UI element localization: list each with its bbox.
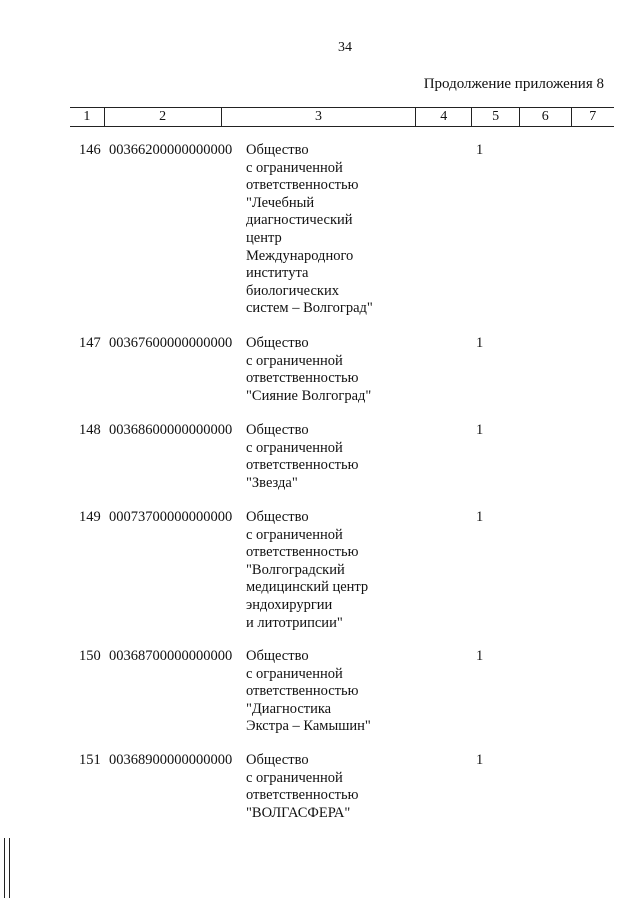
row-column-5-value: 1 bbox=[476, 509, 484, 525]
row-code: 00368700000000000 bbox=[109, 648, 233, 664]
row-number: 151 bbox=[79, 752, 101, 768]
row-code: 00073700000000000 bbox=[109, 509, 233, 525]
column-header-2: 2 bbox=[104, 108, 221, 126]
row-number: 149 bbox=[79, 509, 101, 525]
row-column-5-value: 1 bbox=[476, 422, 484, 438]
page-number: 34 bbox=[338, 40, 352, 55]
column-header-6: 6 bbox=[519, 108, 570, 126]
row-organization-name: Общество с ограниченной ответственностью "Волгоградский медицинский центр эндохирургии и литотрипсии" bbox=[246, 509, 369, 631]
row-number: 150 bbox=[79, 648, 101, 664]
column-header-4: 4 bbox=[415, 108, 471, 126]
column-header-7: 7 bbox=[571, 108, 614, 126]
row-number: 148 bbox=[79, 422, 101, 438]
row-column-5-value: 1 bbox=[476, 648, 484, 664]
row-number: 147 bbox=[79, 335, 101, 351]
column-header-1: 1 bbox=[83, 109, 91, 124]
row-organization-name: Общество с ограниченной ответственностью "Сияние Волгоград" bbox=[246, 335, 372, 404]
row-column-5-value: 1 bbox=[476, 752, 484, 768]
row-organization-name: Общество с ограниченной ответственностью "Диагностика Экстра – Камышин" bbox=[246, 648, 371, 735]
appendix-caption: Продолжение приложения 8 bbox=[423, 76, 604, 92]
scan-binding-mark bbox=[4, 838, 10, 898]
row-number: 146 bbox=[79, 142, 101, 158]
row-code: 00366200000000000 bbox=[109, 142, 233, 158]
row-organization-name: Общество с ограниченной ответственностью "ВОЛГАСФЕРА" bbox=[246, 752, 359, 821]
row-code: 00367600000000000 bbox=[109, 335, 233, 351]
row-organization-name: Общество с ограниченной ответственностью "Звезда" bbox=[246, 422, 359, 491]
row-code: 00368900000000000 bbox=[109, 752, 233, 768]
column-header-3: 3 bbox=[221, 108, 416, 126]
row-code: 00368600000000000 bbox=[109, 422, 233, 438]
row-column-5-value: 1 bbox=[476, 335, 484, 351]
table-header bbox=[70, 107, 614, 127]
row-column-5-value: 1 bbox=[476, 142, 484, 158]
column-header-5: 5 bbox=[471, 108, 519, 126]
row-organization-name: Общество с ограниченной ответственностью "Лечебный диагностический центр Международного института биологических систем – Волгоград" bbox=[246, 142, 373, 317]
